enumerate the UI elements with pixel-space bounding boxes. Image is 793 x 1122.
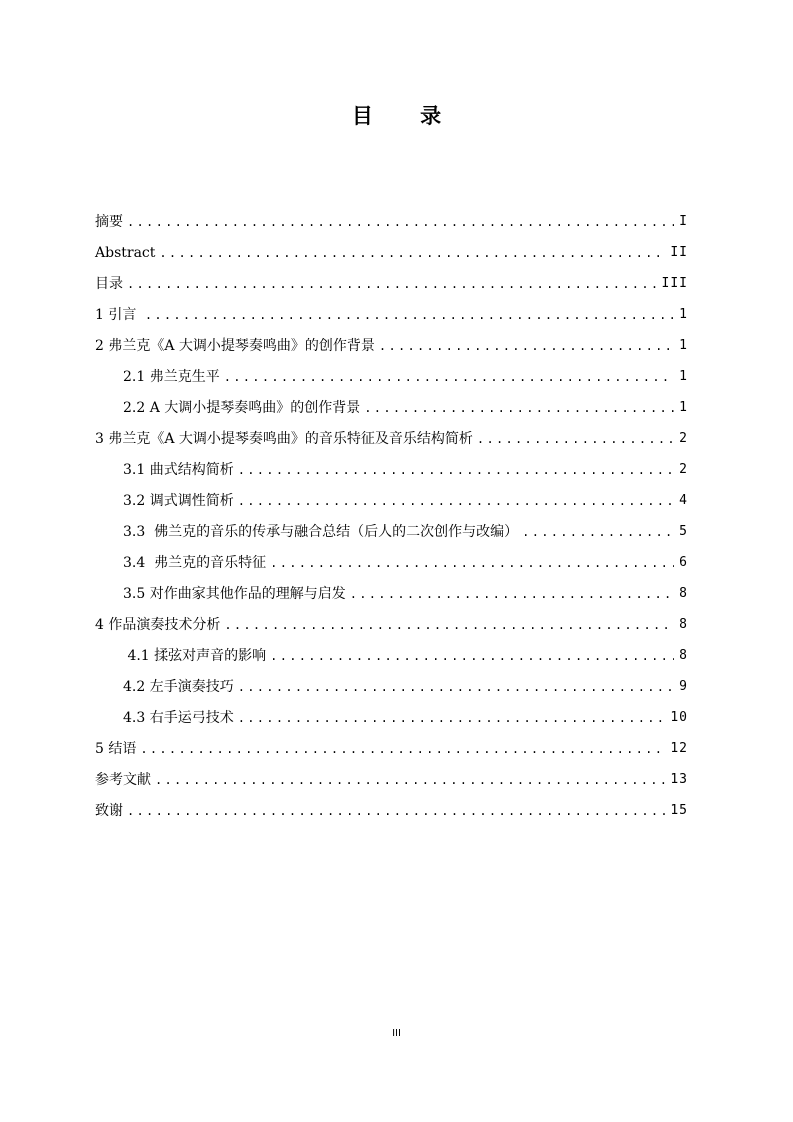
toc-entry-label: 摘要 [95,214,123,230]
toc-entry[interactable] [95,603,688,634]
toc-entry-label: 3.4 弗兰克的音乐特征 [123,555,267,571]
toc-dot-leader [477,430,674,448]
toc-entry-label: 2.2 A 大调小提琴奏鸣曲》的创作背景 [123,400,361,416]
toc-entry-page: 10 [670,710,688,725]
toc-entry-label: 4.2 左手演奏技巧 [123,679,234,695]
toc-entry-label: 4.1 揉弦对声音的影响 [123,648,267,664]
toc-entry-label: Abstract [95,245,156,261]
toc-entry[interactable] [95,448,688,479]
toc-dot-leader [238,461,674,479]
toc-entry[interactable] [95,696,688,727]
toc-entry-page: 1 [679,400,688,415]
toc-entry[interactable] [95,417,688,448]
toc-entry-page: 6 [679,555,688,570]
toc-entry-page: 1 [679,307,688,322]
toc-dot-leader [127,275,658,293]
toc-entry[interactable] [95,727,688,758]
toc-entry[interactable] [95,634,688,665]
toc-entry[interactable] [95,572,688,603]
toc-entry[interactable] [95,293,688,324]
toc-entry-label: 3.2 调式调性简析 [123,493,234,509]
toc-dot-leader [238,709,667,727]
toc-entry-page: III [661,276,688,291]
toc-dot-leader [224,616,674,634]
toc-entry[interactable] [95,231,688,262]
toc-entry[interactable] [95,262,688,293]
toc-dot-leader [238,678,674,696]
toc-entry-label: 2.1 弗兰克生平 [123,369,220,385]
toc-dot-leader [379,337,674,355]
toc-entry-page: 15 [670,803,688,818]
toc-entry[interactable] [95,510,688,541]
toc-entry-page: 9 [679,679,688,694]
toc-entry-page: 4 [679,493,688,508]
toc-entry-label: 3.3 佛兰克的音乐的传承与融合总结（后人的二次创作与改编） [123,524,519,540]
toc-entry[interactable] [95,758,688,789]
toc-entry-page: 12 [670,741,688,756]
toc-entry-page: 2 [679,462,688,477]
toc-dot-leader [522,523,674,541]
toc-entry-label: 2 弗兰克《A 大调小提琴奏鸣曲》的创作背景 [95,338,375,354]
toc-dot-leader [350,585,674,603]
toc-entry-label: 3.5 对作曲家其他作品的理解与启发 [123,586,346,602]
toc-dot-leader [270,647,674,665]
toc-dot-leader [270,554,674,572]
toc-entry-label: 4.3 右手运弓技术 [123,710,234,726]
toc-dot-leader [145,306,674,324]
toc-entry-label: 4 作品演奏技术分析 [95,617,221,633]
toc-entry-label: 目录 [95,276,123,292]
toc-entry-page: 2 [679,431,688,446]
toc-entry-label: 5 结语 [95,741,137,757]
toc-entry-page: 1 [679,369,688,384]
toc-entry-label: 1 引言 [95,307,141,323]
toc-entry-label: 参考文献 [95,772,151,788]
toc-dot-leader [238,492,674,510]
toc-entry[interactable] [95,324,688,355]
toc-entry-page: 8 [679,617,688,632]
toc-entry-page: 13 [670,772,688,787]
toc-entry[interactable] [95,789,688,820]
toc-entry[interactable] [95,479,688,510]
toc-entry[interactable] [95,541,688,572]
toc-entry[interactable] [95,355,688,386]
toc-dot-leader [364,399,674,417]
toc-entry-label: 3.1 曲式结构简析 [123,462,234,478]
page-title: 目 录 [351,103,462,128]
toc-entry[interactable] [95,665,688,696]
toc-entry-page: I [679,214,688,229]
toc-entry-page: II [670,245,688,260]
toc-entry[interactable] [95,200,688,231]
toc-entry-page: 1 [679,338,688,353]
toc-entry-label: 3 弗兰克《A 大调小提琴奏鸣曲》的音乐特征及音乐结构简析 [95,431,473,447]
toc-entry[interactable] [95,386,688,417]
footer-page-number: III [392,1028,401,1039]
toc-dot-leader [224,368,674,386]
toc-entry-label: 致谢 [95,803,123,819]
toc-entry-page: 5 [679,524,688,539]
toc-dot-leader [127,802,666,820]
toc-entry-page: 8 [679,648,688,663]
table-of-contents [95,200,688,820]
toc-dot-leader [159,244,666,262]
toc-dot-leader [155,771,666,789]
toc-dot-leader [140,740,666,758]
toc-dot-leader [127,213,674,231]
toc-entry-page: 8 [679,586,688,601]
